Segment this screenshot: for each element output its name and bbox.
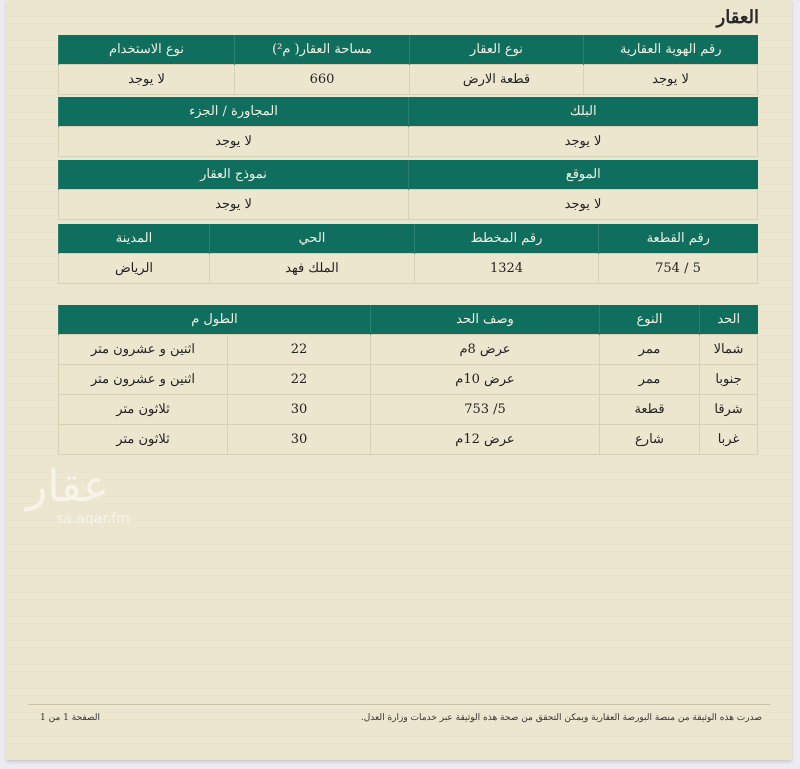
boundary-length: 22: [228, 365, 371, 395]
header-boundary-type: النوع: [600, 305, 700, 335]
boundaries-header-row: [59, 305, 758, 335]
boundary-description: 5/ 753: [371, 395, 600, 425]
footer-divider: [28, 704, 770, 705]
watermark-logo: عقار: [26, 461, 110, 512]
table-row: [59, 365, 758, 395]
value-plan-number: 1324: [415, 254, 599, 284]
boundary-direction: جنوبا: [700, 365, 758, 395]
boundary-length: 22: [228, 335, 371, 365]
header-boundary: الحد: [700, 305, 758, 335]
plot-value-row: [59, 254, 758, 284]
header-neighborhood-part: المجاورة / الجزء: [59, 97, 409, 127]
table-row: [59, 335, 758, 365]
document-page: [6, 0, 792, 760]
boundary-length-words: اثنين و عشرون متر: [59, 365, 228, 395]
location-table: [58, 160, 758, 220]
header-property-model: نموذج العقار: [59, 160, 409, 190]
property-table: [58, 35, 758, 95]
boundary-direction: شرقا: [700, 395, 758, 425]
aqar-watermark: [26, 461, 166, 535]
header-plan-number: رقم المخطط: [415, 224, 599, 254]
boundary-type: ممر: [600, 335, 700, 365]
value-property-id: لا يوجد: [584, 65, 758, 95]
header-block: البلك: [409, 97, 758, 127]
boundary-length: 30: [228, 395, 371, 425]
header-length: الطول م: [59, 305, 371, 335]
page-number: الصفحة 1 من 1: [40, 713, 100, 723]
boundary-type: ممر: [600, 365, 700, 395]
header-property-area: مساحة العقار( م²): [235, 35, 410, 65]
value-neighborhood-part: لا يوجد: [59, 127, 409, 157]
plot-header-row: [59, 224, 758, 254]
header-location: الموقع: [409, 160, 758, 190]
footer-note: صدرت هذه الوثيقة من منصة البورصة العقارية ويمكن التحقق من صحة هذه الوثيقة عبر خدمات وزارة العدل.: [360, 713, 762, 723]
table-row: [59, 395, 758, 425]
header-property-id: رقم الهوية العقارية: [584, 35, 758, 65]
property-header-row: [59, 35, 758, 65]
value-location: لا يوجد: [409, 190, 758, 220]
boundary-length-words: ثلاثون متر: [59, 395, 228, 425]
boundary-description: عرض 10م: [371, 365, 600, 395]
block-header-row: [59, 97, 758, 127]
boundary-type: قطعة: [600, 395, 700, 425]
value-property-area: 660: [235, 65, 410, 95]
header-city: المدينة: [59, 224, 210, 254]
value-district: الملك فهد: [210, 254, 415, 284]
boundary-description: عرض 12م: [371, 425, 600, 455]
boundary-direction: شمالا: [700, 335, 758, 365]
value-property-type: قطعة الارض: [410, 65, 584, 95]
boundaries-table: [58, 305, 758, 455]
boundary-length: 30: [228, 425, 371, 455]
value-block: لا يوجد: [409, 127, 758, 157]
table-row: [59, 425, 758, 455]
value-property-model: لا يوجد: [59, 190, 409, 220]
header-plot-number: رقم القطعة: [599, 224, 758, 254]
location-header-row: [59, 160, 758, 190]
header-usage-type: نوع الاستخدام: [59, 35, 235, 65]
section-title: العقار: [716, 7, 759, 28]
boundary-direction: غربا: [700, 425, 758, 455]
plot-table: [58, 224, 758, 284]
value-city: الرياض: [59, 254, 210, 284]
header-boundary-description: وصف الحد: [371, 305, 600, 335]
block-table: [58, 97, 758, 157]
boundary-description: عرض 8م: [371, 335, 600, 365]
location-value-row: [59, 190, 758, 220]
watermark-url: sa.aqar.fm: [56, 511, 130, 527]
boundary-length-words: اثنين و عشرون متر: [59, 335, 228, 365]
boundary-length-words: ثلاثون متر: [59, 425, 228, 455]
block-value-row: [59, 127, 758, 157]
property-value-row: [59, 65, 758, 95]
value-plot-number: 5 / 754: [599, 254, 758, 284]
value-usage-type: لا يوجد: [59, 65, 235, 95]
header-district: الحي: [210, 224, 415, 254]
boundary-type: شارع: [600, 425, 700, 455]
header-property-type: نوع العقار: [410, 35, 584, 65]
